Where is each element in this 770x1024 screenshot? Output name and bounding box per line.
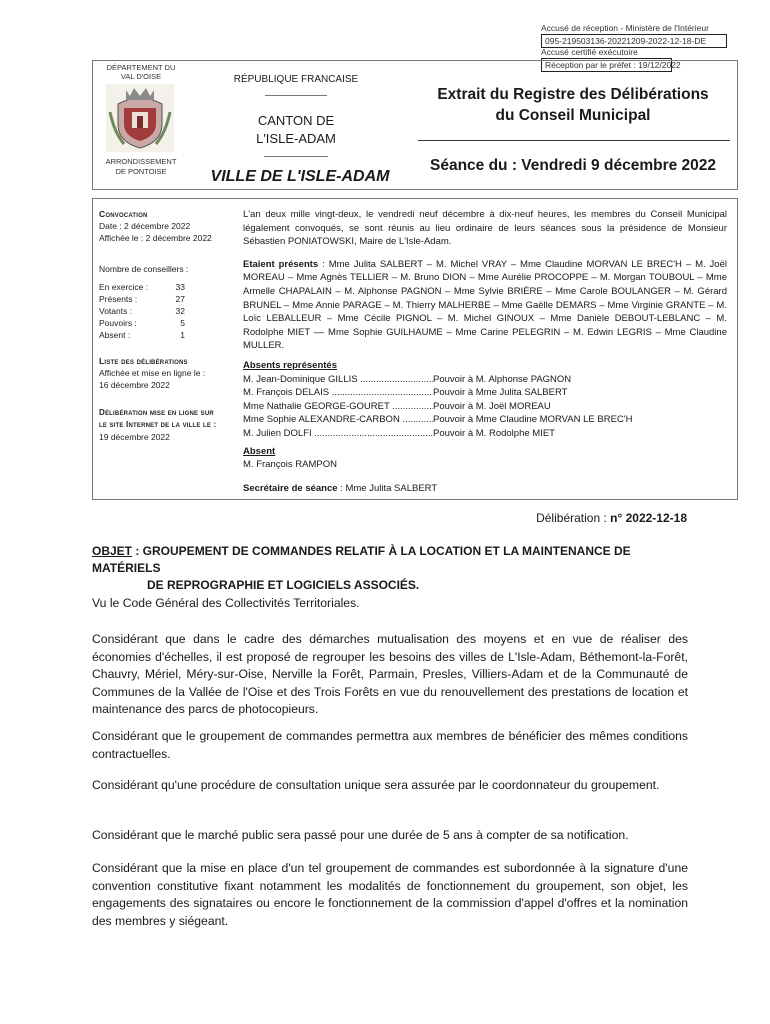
convocation-date: Date : 2 décembre 2022: [99, 221, 191, 231]
present-label: Etaient présents: [243, 258, 319, 270]
subject-line-1: : GROUPEMENT DE COMMANDES RELATIF À LA LOCATION ET LA MAINTENANCE DE MATÉRIELS: [92, 544, 631, 575]
online-date: 19 décembre 2022: [99, 432, 170, 442]
convocation-posted: Affichée le : 2 décembre 2022: [99, 233, 212, 243]
republique-block: [226, 74, 366, 96]
online-title-1: Délibération mise en ligne sur: [99, 408, 214, 417]
deliberation-number: [520, 511, 687, 525]
convocation-column: [99, 208, 234, 443]
paragraph: Considérant que le marché public sera passé pour une durée de 5 ans à compter de sa notification.: [92, 828, 629, 842]
count-value: 32: [175, 306, 185, 316]
subject-line-2: DE REPROGRAPHIE ET LOGICIELS ASSOCIÉS.: [147, 578, 420, 592]
absent-title: Absent: [243, 445, 276, 457]
stamp-act-id: 095-219503136-20221209-2022-12-18-DE: [541, 34, 727, 48]
department-label: DÉPARTEMENT DU VAL D'OISE: [106, 63, 176, 81]
represented-name: Mme Nathalie GEORGE-GOURET .....: [243, 400, 433, 414]
count-row: [99, 293, 234, 305]
document-title-line-2: du Conseil Municipal: [495, 107, 651, 124]
republique-label: RÉPUBLIQUE FRANCAISE: [233, 74, 359, 85]
count-label: Votants :: [99, 306, 133, 316]
absent-name: M. François RAMPON: [243, 459, 337, 471]
list-item: [243, 386, 727, 400]
count-row: [99, 281, 234, 293]
coat-of-arms-icon: [104, 82, 176, 154]
represented-name: M. Julien DOLFI .....: [243, 427, 433, 441]
paragraph: Considérant que la mise en place d'un tel groupement de commandes est subordonnée à la signature d'une convention constitutive fixant notamment les modalités de fonctionnement du groupement, son objet, les engagements des signataires ou encore le fonctionnement de la commission d'appel d'offres et la nomination des membres y siégeant.: [92, 861, 688, 928]
session-intro: L'an deux mille vingt-deux, le vendredi neuf décembre à dix-neuf heures, les membres du Conseil Municipal légalement convoqués, se sont réunis au lieu ordinaire de leurs séances sous la présidence de Monsieur Sébastien PONIATOWSKI, Maire de L'Isle-Adam.: [243, 209, 727, 248]
deliberation-list-date: 16 décembre 2022: [99, 380, 170, 390]
session-date: Séance du : Vendredi 9 décembre 2022: [429, 157, 717, 174]
divider: [418, 140, 730, 141]
stamp-line-3: Accusé certifié exécutoire: [541, 47, 638, 57]
city-title: VILLE DE L'ISLE-ADAM: [210, 168, 390, 185]
proxy: Pouvoir à M. Joël MOREAU: [433, 400, 551, 412]
online-title-2: le site Internet de la ville le :: [99, 420, 217, 429]
represented-name: M. François DELAIS .....: [243, 386, 433, 400]
list-item: [243, 427, 727, 441]
convocation-title: Convocation: [99, 209, 148, 219]
represented-name: Mme Sophie ALEXANDRE-CARBON .....: [243, 413, 433, 427]
count-value: 33: [175, 282, 185, 292]
proxy: Pouvoir à Mme Claudine MORVAN LE BREC'H: [433, 414, 633, 426]
stamp-reception-date: Réception par le préfet : 19/12/2022: [541, 58, 672, 72]
count-row: [99, 317, 234, 329]
present-list: : Mme Julita SALBERT – M. Michel VRAY – Mme Claudine MORVAN LE BREC'H – M. Joël MOREAU – Mme Agnès TELLIER – M. Bruno DION – Mme Aurélie PROCOPPE – M. Morgan TOUBOUL – Mme Armelle CHAPALAIN – M. Alphonse PAGNON – Mme Sylvie BRIÈRE – Mme Carole BOULANGER – M. Gérard BRUNEL – Mme Annie PARAGE – M. Thierry MALHERBE – Mme Gaëlle DEMARS – Mme Virginie GRANTE – M. Loïc LEBALLEUR – Mme Cécile PIGNOL – M. Michel GINOUX – Mme Danièle DEBOUT-LEBLANC – M. Rodolphe MIET –– Mme Sophie GUILHAUME – Mme Carine PELEGRIN – M. Edwin LEGRIS – Mme Claudine MULLER.: [243, 258, 727, 352]
secretary-label: Secrétaire de séance: [243, 482, 338, 494]
count-label: Présents :: [99, 294, 138, 304]
paragraph: Considérant qu'une procédure de consultation unique sera assurée par le coordonnateur du groupement.: [92, 778, 660, 792]
deliberation-list-title: Liste des délibérations: [99, 356, 188, 366]
subject-label: OBJET: [92, 544, 133, 558]
count-row: [99, 329, 234, 341]
count-row: [99, 305, 234, 317]
stamp-line-1: Accusé de réception - Ministère de l'Intérieur: [541, 23, 709, 33]
paragraph: Vu le Code Général des Collectivités Territoriales.: [92, 596, 360, 610]
deliberation-list-posted: Affichée et mise en ligne le :: [99, 368, 206, 378]
proxy: Pouvoir à M. Alphonse PAGNON: [433, 373, 572, 385]
list-item: [243, 413, 727, 427]
represented-list: [243, 373, 727, 441]
proxy: Pouvoir à M. Rodolphe MIET: [433, 427, 555, 439]
document-title-line-1: Extrait du Registre des Délibérations: [437, 86, 709, 103]
count-value: 27: [175, 294, 185, 304]
paragraph: Considérant que le groupement de commandes permettra aux membres de bénéficier des mêmes conditions contractuelles.: [92, 729, 688, 761]
canton-block: [226, 112, 366, 148]
list-item: [243, 373, 727, 387]
secretary: [243, 482, 727, 496]
deliberation-value: n° 2022-12-18: [610, 511, 687, 525]
arrondissement-label: ARRONDISSEMENT DE PONTOISE: [105, 157, 177, 176]
count-label: Absent :: [99, 330, 131, 340]
councillors-count-list: [99, 281, 234, 341]
divider: [264, 156, 328, 157]
divider: [265, 95, 327, 96]
count-value: 1: [180, 330, 185, 340]
paragraph: Considérant que dans le cadre des démarches mutualisation des moyens et en vue de réaliser des économies d'échelles, il est proposé de regrouper les besoins des villes de L'Isle-Adam, Béthemont-la-Forêt, Chauvry, Mériel, Méry-sur-Oise, Nerville la Forêt, Parmain, Presles, Villiers-Adam et de la Communauté de Communes de la Vallée de l'Oise et des Trois Forêts en vue du renouvellement des prestations de location et maintenance des parcs de photocopieurs.: [92, 632, 688, 717]
list-item: [243, 400, 727, 414]
proxy: Pouvoir à Mme Julita SALBERT: [433, 387, 568, 399]
councillors-count-title: Nombre de conseillers :: [99, 264, 189, 274]
subject: [92, 543, 702, 594]
count-label: En exercice :: [99, 282, 149, 292]
count-value: 5: [180, 318, 185, 328]
represented-name: M. Jean-Dominique GILLIS .....: [243, 373, 433, 387]
canton-line-2: L'ISLE-ADAM: [256, 131, 336, 146]
deliberation-label: Délibération :: [536, 511, 611, 525]
present-members: [243, 258, 727, 353]
secretary-name: : Mme Julita SALBERT: [337, 482, 438, 494]
represented-title: Absents représentés: [243, 359, 337, 371]
document-title: [418, 84, 728, 126]
count-label: Pouvoirs :: [99, 318, 137, 328]
canton-line-1: CANTON DE: [257, 113, 335, 128]
attendance-column: [243, 208, 727, 495]
